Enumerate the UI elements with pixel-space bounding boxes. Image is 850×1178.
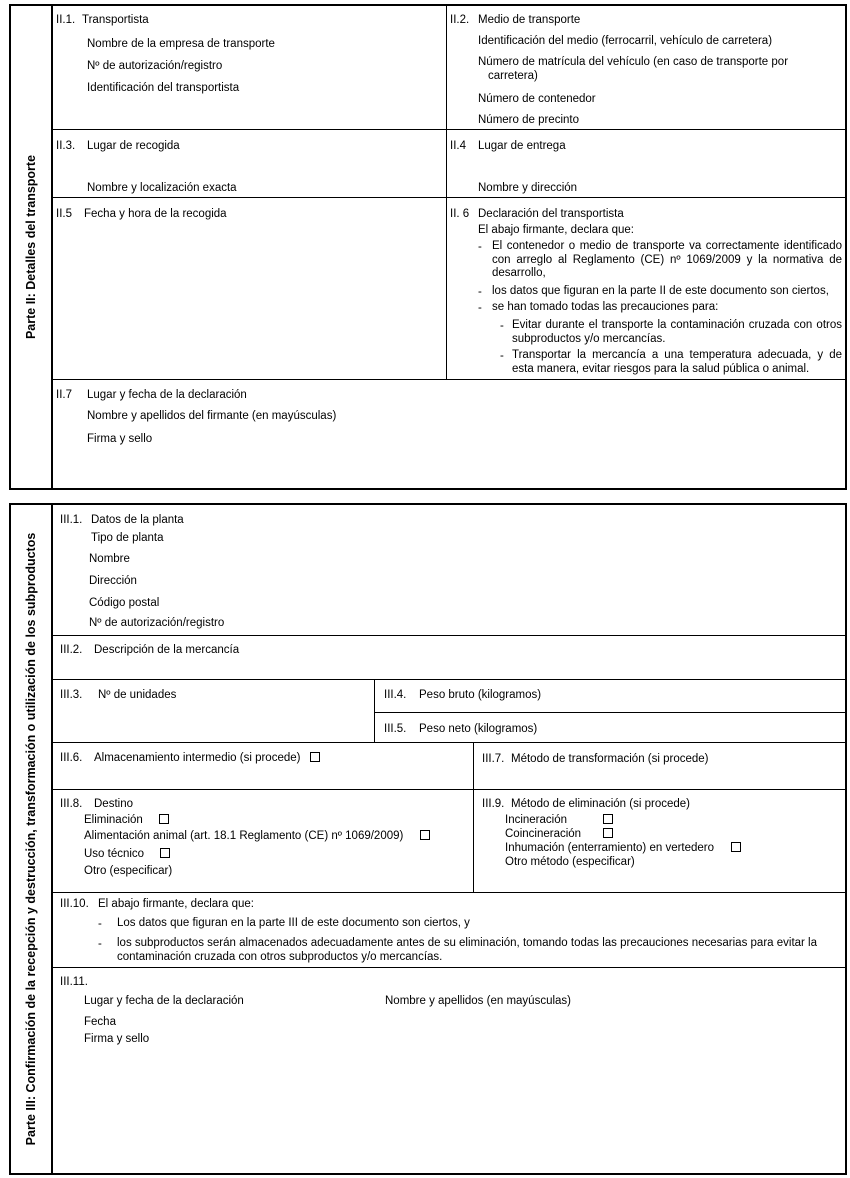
divider (51, 967, 847, 968)
bullet-dash: - (500, 350, 504, 362)
section-title: Método de eliminación (si procede) (511, 798, 690, 810)
declaration-bullet: se han tomado todas las precauciones para: (492, 301, 719, 313)
section-title: Peso bruto (kilogramos) (419, 689, 542, 701)
option-label: Eliminación (84, 814, 143, 826)
field-label: Dirección (89, 575, 137, 587)
divider (446, 4, 447, 380)
section-number: III.9. (482, 798, 505, 810)
section-title: Método de transformación (si procede) (511, 753, 709, 765)
section-number: II.5 (56, 208, 72, 220)
section-title: Declaración del transportista (478, 208, 624, 220)
section-number: II.7 (56, 389, 72, 401)
part3-sidebar (11, 505, 53, 1173)
declaration-bullet: los subproductos serán almacenados adecuadamente antes de su eliminación, tomando todas las precauciones necesarias para evitar la contaminación cruzada con otros subproductos y/o mercancías. (117, 937, 818, 963)
divider (473, 742, 474, 893)
divider (374, 712, 847, 713)
bullet-dash: - (478, 241, 482, 253)
divider (51, 129, 847, 130)
bullet-dash: - (98, 938, 102, 950)
section-title: El abajo firmante, declara que: (98, 898, 254, 910)
field-label: Fecha (84, 1016, 116, 1028)
section-number: III.2. (60, 644, 83, 656)
inhumacion-checkbox[interactable] (731, 842, 741, 852)
part2-side-title: Parte II: Detalles del transporte (24, 154, 38, 340)
field-label: Número de contenedor (478, 93, 596, 105)
declaration-intro: El abajo firmante, declara que: (478, 224, 634, 236)
part2-sidebar (11, 6, 53, 488)
section-number: II.1. (56, 14, 76, 26)
section-number: III.6. (60, 752, 83, 764)
divider (51, 892, 847, 893)
declaration-bullet: El contenedor o medio de transporte va correctamente identificado con arreglo al Reglamento (CE) nº 1069/2009 y la normativa de desarrollo, (492, 240, 842, 279)
option-label: Coincineración (505, 828, 582, 840)
field-label: Nombre y apellidos (en mayúsculas) (385, 995, 571, 1007)
section-title: Nº de unidades (98, 689, 177, 701)
field-label: carretera) (488, 70, 538, 82)
option-label: Inhumación (enterramiento) en vertedero (505, 842, 715, 854)
section-title: Descripción de la mercancía (94, 644, 240, 656)
bullet-dash: - (478, 302, 482, 314)
divider (51, 197, 847, 198)
field-label: Nº de autorización/registro (89, 617, 225, 629)
declaration-sub-bullet: Transportar la mercancía a una temperatura adecuada, y de esta manera, evitar riesgos para la salud pública o animal. (512, 349, 842, 375)
declaration-bullet: los datos que figuran en la parte II de este documento son ciertos, (492, 285, 829, 297)
section-number: III.8. (60, 798, 83, 810)
field-label: Firma y sello (87, 433, 153, 445)
section-title: Medio de transporte (478, 14, 581, 26)
eliminacion-checkbox[interactable] (159, 814, 169, 824)
option-label: Otro método (especificar) (505, 856, 635, 868)
uso-tecnico-checkbox[interactable] (160, 848, 170, 858)
field-label: Identificación del transportista (87, 82, 240, 94)
field-label: Nº de autorización/registro (87, 60, 223, 72)
section-title: Almacenamiento intermedio (si procede) (94, 752, 301, 764)
divider (51, 679, 847, 680)
intermediate-storage-checkbox[interactable] (310, 752, 320, 762)
field-label: Nombre y apellidos del firmante (en mayúsculas) (87, 410, 337, 422)
divider (374, 679, 375, 742)
section-number: II. 6 (450, 208, 470, 220)
section-number: II.2. (450, 14, 470, 26)
section-title: Lugar de entrega (478, 140, 566, 152)
field-label: Firma y sello (84, 1033, 150, 1045)
part3-side-title: Parte III: Confirmación de la recepción y destrucción, transformación o utilización de los subproductos (24, 532, 38, 1146)
field-label: Número de matrícula del vehículo (en caso de transporte por (478, 56, 789, 68)
bullet-dash: - (98, 918, 102, 930)
bullet-dash: - (478, 286, 482, 298)
field-label: Código postal (89, 597, 160, 609)
section-number: III.7. (482, 753, 505, 765)
section-title: Peso neto (kilogramos) (419, 723, 538, 735)
option-label: Incineración (505, 814, 568, 826)
coincineracion-checkbox[interactable] (603, 828, 613, 838)
field-label: Número de precinto (478, 114, 579, 126)
section-number: II.3. (56, 140, 76, 152)
field-label: Nombre (89, 553, 130, 565)
option-label: Alimentación animal (art. 18.1 Reglamento (CE) nº 1069/2009) (84, 830, 404, 842)
section-title: Lugar de recogida (87, 140, 180, 152)
section-number: II.4 (450, 140, 466, 152)
field-label: Tipo de planta (91, 532, 164, 544)
option-label: Otro (especificar) (84, 865, 173, 877)
declaration-bullet: Los datos que figuran en la parte III de este documento son ciertos, y (117, 917, 470, 929)
section-number: III.10. (60, 898, 89, 910)
field-label: Nombre y localización exacta (87, 182, 237, 194)
section-number: III.5. (384, 723, 407, 735)
divider (51, 379, 847, 380)
section-title: Destino (94, 798, 133, 810)
section-number: III.4. (384, 689, 407, 701)
section-title: Fecha y hora de la recogida (84, 208, 227, 220)
bullet-dash: - (500, 320, 504, 332)
section-title: Datos de la planta (91, 514, 184, 526)
section-number: III.1. (60, 514, 83, 526)
field-label: Nombre de la empresa de transporte (87, 38, 275, 50)
field-label: Lugar y fecha de la declaración (84, 995, 244, 1007)
field-label: Nombre y dirección (478, 182, 578, 194)
section-number: III.3. (60, 689, 83, 701)
section-title: Lugar y fecha de la declaración (87, 389, 247, 401)
divider (51, 742, 847, 743)
option-label: Uso técnico (84, 848, 145, 860)
field-label: Identificación del medio (ferrocarril, vehículo de carretera) (478, 35, 773, 47)
alimentacion-animal-checkbox[interactable] (420, 830, 430, 840)
divider (51, 635, 847, 636)
section-number: III.11. (60, 976, 88, 988)
section-title: Transportista (82, 14, 149, 26)
divider (51, 789, 847, 790)
declaration-sub-bullet: Evitar durante el transporte la contaminación cruzada con otros subproductos y/o mercancías. (512, 319, 842, 345)
incineracion-checkbox[interactable] (603, 814, 613, 824)
